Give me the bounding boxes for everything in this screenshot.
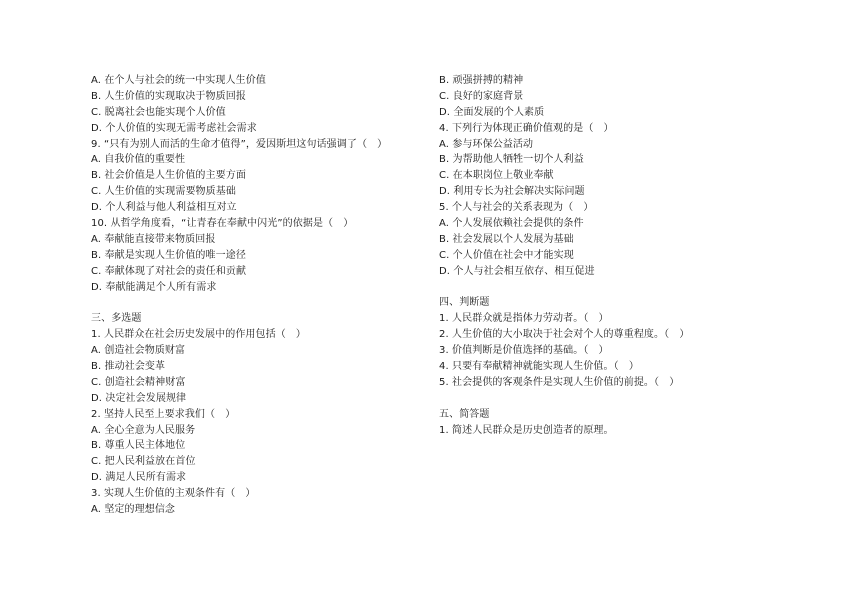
text-line: B. 社会价值是人生价值的主要方面 (91, 170, 246, 182)
spacer (439, 280, 819, 296)
text-line: A. 奉献能直接带来物质回报 (91, 233, 216, 245)
text-line: B. 为帮助他人牺牲一切个人利益 (439, 154, 584, 166)
question-line: 4. 下列行为体现正确价值观的是（ ） (439, 122, 614, 134)
left-block-2 (91, 311, 421, 518)
text-line: C. 脱离社会也能实现个人价值 (91, 106, 226, 118)
question-line: 1. 简述人民群众是历史创造者的原理。 (439, 424, 614, 436)
text-line: C. 良好的家庭背景 (439, 90, 524, 102)
question-line: 2. 人生价值的大小取决于社会对个人的尊重程度。（ ） (439, 329, 690, 341)
question-line: 1. 人民群众就是指体力劳动者。（ ） (439, 313, 609, 325)
text-line: D. 个人利益与他人利益相互对立 (91, 202, 237, 214)
left-column (91, 73, 421, 518)
text-line: C. 个人价值在社会中才能实现 (439, 249, 574, 261)
text-line: A. 参与环保公益活动 (439, 138, 534, 150)
text-line: D. 全面发展的个人素质 (439, 106, 545, 118)
question-line: 3. 实现人生价值的主观条件有（ ） (91, 488, 256, 500)
text-line: B. 奉献是实现人生价值的唯一途径 (91, 249, 246, 261)
question-line: 10. 从哲学角度看，“让青春在奉献中闪光”的依据是（ ） (91, 218, 354, 230)
text-line: B. 推动社会变革 (91, 361, 166, 373)
question-line: 5. 社会提供的客观条件是实现人生价值的前提。（ ） (439, 376, 680, 388)
text-line: C. 创造社会精神财富 (91, 376, 186, 388)
text-line: B. 人生价值的实现取决于物质回报 (91, 90, 246, 102)
section-heading: 四、判断题 (439, 297, 490, 309)
text-line: D. 决定社会发展规律 (91, 392, 187, 404)
question-line: 5. 个人与社会的关系表现为（ ） (439, 202, 594, 214)
question-line: 3. 价值判断是价值选择的基础。（ ） (439, 345, 609, 357)
question-line: 1. 人民群众在社会历史发展中的作用包括（ ） (91, 329, 307, 341)
text-line: C. 人生价值的实现需要物质基础 (91, 186, 236, 198)
right-column (439, 73, 819, 438)
text-line: A. 自我价值的重要性 (91, 154, 186, 166)
text-line: B. 尊重人民主体地位 (91, 440, 186, 452)
text-line: A. 坚定的理想信念 (91, 504, 176, 516)
question-line: 2. 坚持人民至上要求我们（ ） (91, 408, 236, 420)
text-line: A. 在个人与社会的统一中实现人生价值 (91, 75, 266, 86)
text-line: D. 个人与社会相互依存、相互促进 (439, 265, 595, 277)
question-line: 9. “只有为别人而活的生命才值得”，爱因斯坦这句话强调了（ ） (91, 138, 388, 150)
right-block-2 (439, 295, 819, 390)
text-line: B. 顽强拼搏的精神 (439, 75, 524, 86)
text-line: A. 创造社会物质财富 (91, 345, 186, 357)
text-line: D. 利用专长为社会解决实际问题 (439, 186, 585, 198)
text-line: D. 满足人民所有需求 (91, 472, 187, 484)
question-line: 4. 只要有奉献精神就能实现人生价值。（ ） (439, 361, 639, 373)
section-heading: 三、多选题 (91, 313, 142, 325)
spacer (91, 295, 421, 311)
text-line: C. 把人民利益放在首位 (91, 456, 196, 468)
text-line: C. 奉献体现了对社会的责任和贡献 (91, 265, 247, 277)
section-heading: 五、简答题 (439, 408, 490, 420)
right-block-3 (439, 407, 819, 439)
text-line: A. 个人发展依赖社会提供的条件 (439, 218, 584, 230)
right-block-1 (439, 73, 819, 280)
spacer (439, 391, 819, 407)
text-line: B. 社会发展以个人发展为基础 (439, 233, 574, 245)
text-line: A. 全心全意为人民服务 (91, 424, 196, 436)
left-block-1 (91, 73, 421, 295)
text-line: D. 个人价值的实现无需考虑社会需求 (91, 122, 257, 134)
text-line: D. 奉献能满足个人所有需求 (91, 281, 217, 293)
text-line: C. 在本职岗位上敬业奉献 (439, 170, 554, 182)
